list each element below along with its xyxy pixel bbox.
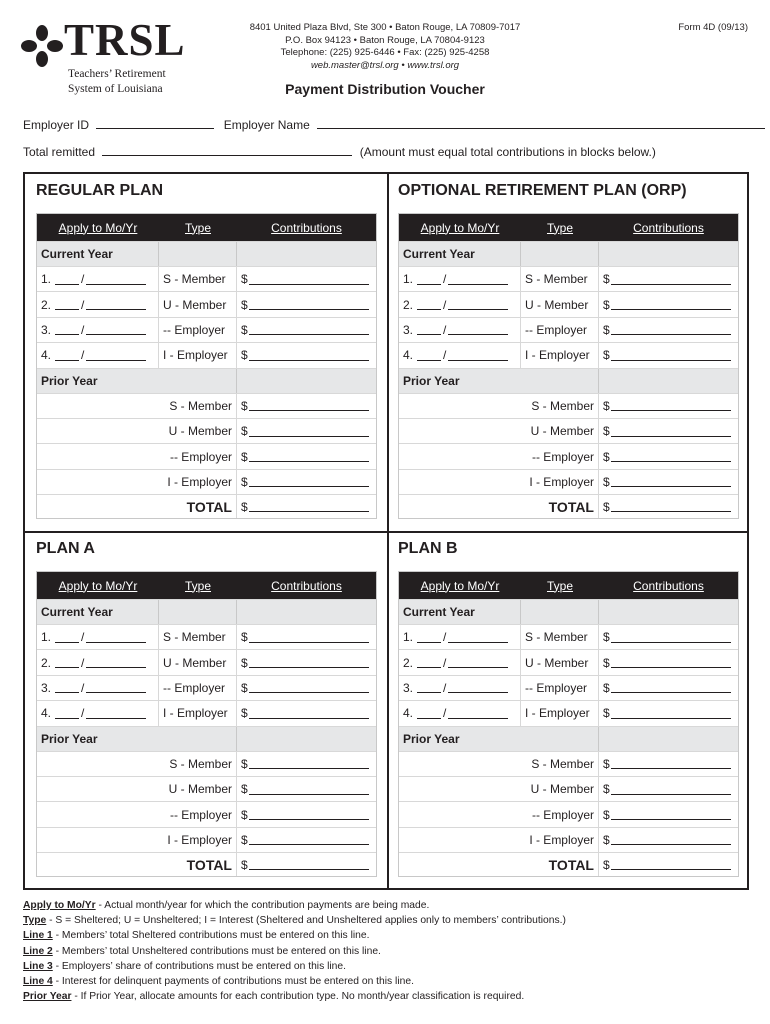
- employer-id-field[interactable]: [96, 118, 214, 129]
- table-header: [399, 214, 738, 241]
- current-year-row: [399, 599, 738, 624]
- contribution-field[interactable]: $: [237, 292, 376, 316]
- section-label: Prior Year: [41, 373, 98, 388]
- logo-subtitle: Teachers’ Retirement System of Louisiana: [68, 68, 166, 95]
- table-row: [37, 700, 376, 725]
- total-label: TOTAL: [521, 495, 599, 518]
- type-label: -- Employer: [521, 318, 599, 342]
- contribution-field[interactable]: $: [237, 444, 376, 468]
- table-row: [37, 317, 376, 342]
- col-header-contributions: Contributions: [633, 578, 704, 593]
- section-label: Prior Year: [403, 731, 460, 746]
- total-field[interactable]: $: [599, 853, 738, 876]
- flower-logo-icon: [20, 24, 64, 68]
- type-label: -- Employer: [159, 318, 237, 342]
- type-label: U - Member: [159, 777, 237, 801]
- col-header-contributions: Contributions: [271, 220, 342, 235]
- prior-year-row: [37, 368, 376, 393]
- total-row: [399, 494, 738, 518]
- contribution-field[interactable]: $: [237, 318, 376, 342]
- type-label: -- Employer: [159, 444, 237, 468]
- type-label: S - Member: [521, 752, 599, 776]
- table-row: [399, 675, 738, 700]
- table-row: [399, 776, 738, 801]
- contribution-field[interactable]: $: [237, 777, 376, 801]
- legend-item: Line 4 - Interest for delinquent payments of contributions must be entered on this line.: [23, 976, 414, 988]
- total-row: [37, 494, 376, 518]
- prior-year-row: [37, 726, 376, 751]
- mo-yr-field[interactable]: 3. /: [399, 318, 521, 342]
- total-field[interactable]: $: [237, 495, 376, 518]
- mo-yr-field[interactable]: 4. /: [37, 343, 159, 367]
- table-row: [37, 418, 376, 443]
- section-label: Current Year: [399, 600, 521, 624]
- table-header: [37, 214, 376, 241]
- legend-item: Prior Year - If Prior Year, allocate amounts for each contribution type. No month/year classification is required.: [23, 991, 525, 1003]
- contribution-field[interactable]: $: [237, 267, 376, 291]
- total-label: TOTAL: [521, 853, 599, 876]
- mo-yr-field[interactable]: 3. /: [37, 318, 159, 342]
- col-header-type: Type: [184, 578, 211, 593]
- type-label: S - Member: [521, 625, 599, 649]
- table-row: [37, 675, 376, 700]
- type-label: I - Employer: [159, 343, 237, 367]
- contribution-table: [398, 213, 739, 519]
- table-row: [37, 393, 376, 418]
- type-label: -- Employer: [159, 802, 237, 826]
- contribution-field[interactable]: $: [237, 470, 376, 494]
- plans-form: [23, 172, 749, 890]
- contribution-field[interactable]: $: [237, 394, 376, 418]
- table-row: [37, 776, 376, 801]
- table-row: [399, 443, 738, 468]
- total-remitted-label: Total remitted: [23, 145, 96, 159]
- table-row: [37, 827, 376, 852]
- type-label: I - Employer: [159, 701, 237, 725]
- contribution-field[interactable]: $: [599, 470, 738, 494]
- contribution-table: [36, 213, 377, 519]
- table-row: [37, 266, 376, 291]
- horizontal-divider: [25, 531, 747, 533]
- section-label: Current Year: [399, 242, 521, 266]
- address-block: 8401 United Plaza Blvd, Ste 300 • Baton Rouge, LA 70809-7017 P.O. Box 94123 • Baton Rouge, LA 70804-9123 Telephone: (225) 925-6446 • Fax: (225) 925-4258 web.master@trsl.org • www.trsl.org: [249, 22, 521, 71]
- col-header-apply: Apply to Mo/Yr: [58, 220, 138, 235]
- mo-yr-field[interactable]: 2. /: [399, 292, 521, 316]
- current-year-row: [399, 241, 738, 266]
- table-row: [399, 291, 738, 316]
- table-row: [399, 801, 738, 826]
- logo-letters: TRSL: [64, 15, 186, 65]
- prior-year-row: [399, 726, 738, 751]
- col-header-apply: Apply to Mo/Yr: [420, 578, 500, 593]
- type-label: U - Member: [521, 650, 599, 674]
- table-row: [399, 393, 738, 418]
- table-row: [37, 342, 376, 367]
- prior-year-row: [399, 368, 738, 393]
- contribution-field[interactable]: $: [599, 625, 738, 649]
- employer-row: [23, 118, 765, 132]
- table-row: [399, 827, 738, 852]
- type-label: S - Member: [159, 394, 237, 418]
- contribution-field[interactable]: $: [237, 343, 376, 367]
- table-row: [399, 317, 738, 342]
- employer-id-label: Employer ID: [23, 118, 90, 132]
- total-label: TOTAL: [159, 495, 237, 518]
- section-label: Prior Year: [41, 731, 98, 746]
- type-label: I - Employer: [521, 343, 599, 367]
- table-row: [399, 624, 738, 649]
- mo-yr-field[interactable]: 4. /: [399, 701, 521, 725]
- mo-yr-field[interactable]: 1. /: [37, 625, 159, 649]
- table-row: [37, 801, 376, 826]
- total-label: TOTAL: [159, 853, 237, 876]
- contribution-field[interactable]: $: [599, 752, 738, 776]
- plan-title: PLAN A: [36, 540, 95, 557]
- legend-item: Line 2 - Members’ total Unsheltered contributions must be entered on this line.: [23, 945, 381, 957]
- type-label: I - Employer: [159, 828, 237, 852]
- total-remitted-note: (Amount must equal total contributions in blocks below.): [359, 145, 656, 159]
- col-header-apply: Apply to Mo/Yr: [420, 220, 500, 235]
- legend-item: Line 3 - Employers’ share of contributions must be entered on this line.: [23, 960, 346, 972]
- mo-yr-field[interactable]: 3. /: [399, 676, 521, 700]
- table-row: [37, 649, 376, 674]
- type-label: S - Member: [159, 752, 237, 776]
- contribution-table: [398, 571, 739, 877]
- employer-name-label: Employer Name: [223, 118, 310, 132]
- type-label: -- Employer: [521, 444, 599, 468]
- legend-item: Line 1 - Members’ total Sheltered contributions must be entered on this line.: [23, 930, 370, 942]
- table-row: [399, 751, 738, 776]
- type-label: U - Member: [159, 650, 237, 674]
- section-label: Current Year: [37, 600, 159, 624]
- type-label: U - Member: [159, 292, 237, 316]
- table-row: [399, 342, 738, 367]
- col-header-type: Type: [184, 220, 211, 235]
- type-label: I - Employer: [521, 701, 599, 725]
- total-row: [37, 852, 376, 876]
- table-row: [399, 700, 738, 725]
- contribution-field[interactable]: $: [599, 650, 738, 674]
- mo-yr-field[interactable]: 2. /: [37, 292, 159, 316]
- mo-yr-field[interactable]: 3. /: [37, 676, 159, 700]
- plan-title: REGULAR PLAN: [36, 182, 164, 199]
- contribution-field[interactable]: $: [237, 676, 376, 700]
- col-header-contributions: Contributions: [271, 578, 342, 593]
- type-label: U - Member: [159, 419, 237, 443]
- plan-title: PLAN B: [398, 540, 458, 557]
- contribution-field[interactable]: $: [237, 419, 376, 443]
- type-label: S - Member: [159, 267, 237, 291]
- total-remitted-field[interactable]: [102, 145, 352, 156]
- type-label: U - Member: [521, 292, 599, 316]
- col-header-type: Type: [546, 220, 573, 235]
- table-row: [399, 418, 738, 443]
- table-row: [37, 291, 376, 316]
- mo-yr-field[interactable]: 2. /: [399, 650, 521, 674]
- total-remitted-row: [23, 145, 656, 159]
- type-label: I - Employer: [521, 470, 599, 494]
- contribution-field[interactable]: $: [599, 444, 738, 468]
- page-title: Payment Distribution Voucher: [285, 81, 485, 97]
- type-label: -- Employer: [159, 676, 237, 700]
- contribution-field[interactable]: $: [237, 701, 376, 725]
- type-label: S - Member: [159, 625, 237, 649]
- contribution-field[interactable]: $: [237, 625, 376, 649]
- contribution-field[interactable]: $: [599, 343, 738, 367]
- contribution-field[interactable]: $: [599, 292, 738, 316]
- col-header-apply: Apply to Mo/Yr: [58, 578, 138, 593]
- type-label: U - Member: [521, 777, 599, 801]
- mo-yr-field[interactable]: 2. /: [37, 650, 159, 674]
- contribution-field[interactable]: $: [599, 318, 738, 342]
- mo-yr-field[interactable]: 1. /: [399, 267, 521, 291]
- mo-yr-field[interactable]: 4. /: [37, 701, 159, 725]
- type-label: U - Member: [521, 419, 599, 443]
- table-header: [37, 572, 376, 599]
- current-year-row: [37, 599, 376, 624]
- contribution-field[interactable]: $: [599, 419, 738, 443]
- mo-yr-field[interactable]: 1. /: [37, 267, 159, 291]
- table-row: [399, 266, 738, 291]
- contribution-field[interactable]: $: [237, 650, 376, 674]
- section-label: Prior Year: [403, 373, 460, 388]
- contribution-field[interactable]: $: [599, 828, 738, 852]
- legend: [23, 898, 566, 1004]
- contribution-field[interactable]: $: [599, 267, 738, 291]
- total-field[interactable]: $: [237, 853, 376, 876]
- plan-title: OPTIONAL RETIREMENT PLAN (ORP): [398, 182, 687, 199]
- form-number: Form 4D (09/13): [678, 22, 748, 33]
- table-row: [399, 469, 738, 494]
- mo-yr-field[interactable]: 4. /: [399, 343, 521, 367]
- table-row: [399, 649, 738, 674]
- mo-yr-field[interactable]: 1. /: [399, 625, 521, 649]
- contribution-field[interactable]: $: [237, 828, 376, 852]
- contribution-field[interactable]: $: [599, 676, 738, 700]
- table-header: [399, 572, 738, 599]
- contribution-field[interactable]: $: [237, 802, 376, 826]
- total-field[interactable]: $: [599, 495, 738, 518]
- table-row: [37, 751, 376, 776]
- legend-item: Apply to Mo/Yr - Actual month/year for which the contribution payments are being made.: [23, 900, 430, 911]
- type-label: S - Member: [521, 394, 599, 418]
- contribution-field[interactable]: $: [599, 701, 738, 725]
- trsl-logo: [20, 15, 220, 100]
- total-row: [399, 852, 738, 876]
- col-header-type: Type: [546, 578, 573, 593]
- contribution-field[interactable]: $: [599, 802, 738, 826]
- contribution-field[interactable]: $: [237, 752, 376, 776]
- type-label: S - Member: [521, 267, 599, 291]
- employer-name-field[interactable]: [317, 118, 765, 129]
- current-year-row: [37, 241, 376, 266]
- type-label: I - Employer: [159, 470, 237, 494]
- type-label: I - Employer: [521, 828, 599, 852]
- type-label: -- Employer: [521, 802, 599, 826]
- col-header-contributions: Contributions: [633, 220, 704, 235]
- section-label: Current Year: [37, 242, 159, 266]
- contribution-field[interactable]: $: [599, 394, 738, 418]
- contribution-table: [36, 571, 377, 877]
- contribution-field[interactable]: $: [599, 777, 738, 801]
- table-row: [37, 624, 376, 649]
- legend-item: Type - S = Sheltered; U = Unsheltered; I = Interest (Sheltered and Unsheltered applies only to members’ contributions.): [23, 915, 566, 927]
- type-label: -- Employer: [521, 676, 599, 700]
- table-row: [37, 469, 376, 494]
- table-row: [37, 443, 376, 468]
